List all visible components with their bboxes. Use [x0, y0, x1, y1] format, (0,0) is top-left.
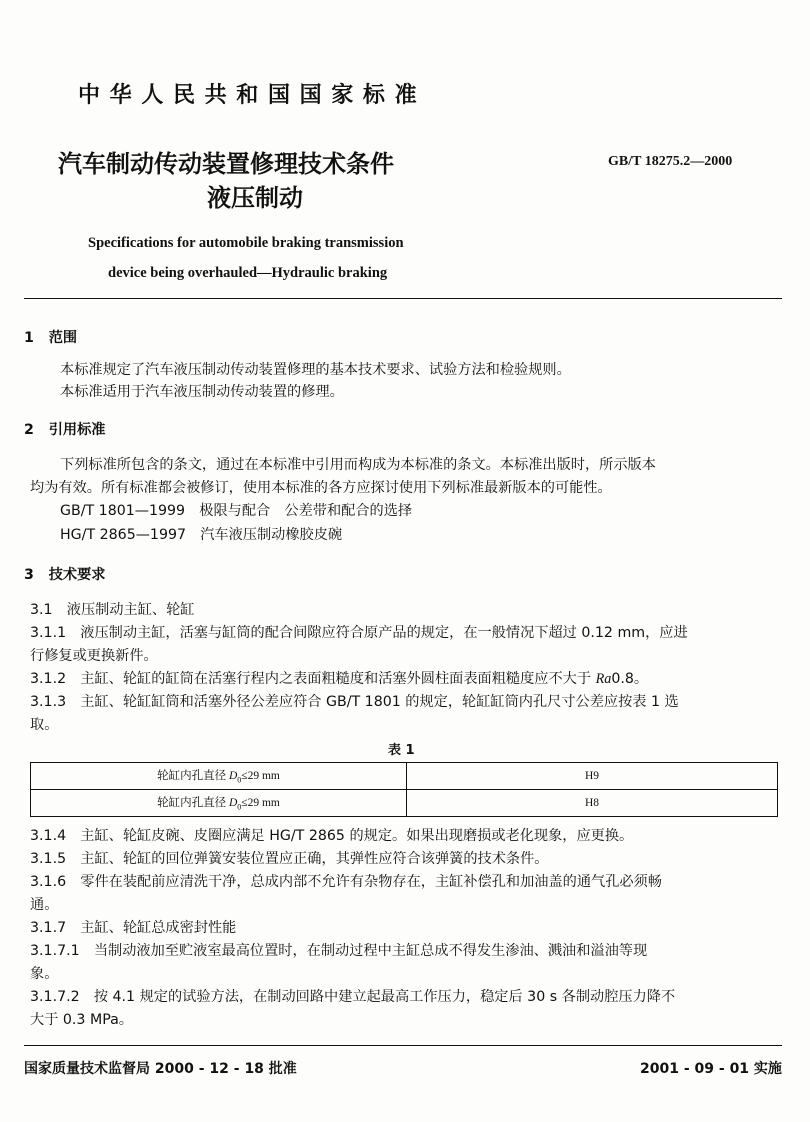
approval-date: 国家质量技术监督局 2000 - 12 - 18 批准 [24, 1061, 297, 1077]
section-3-title: 技术要求 [48, 567, 106, 583]
document-title-line1: 汽车制动传动装置修理技术条件 [58, 150, 394, 178]
row-label-limit: ≤29 mm [241, 770, 280, 783]
clause-3-1-7-1-line1: 3.1.7.1 当制动液加至贮液室最高位置时，在制动过程中主缸总成不得发生渗油、溅油和溢油等现 [30, 943, 648, 959]
clause-3-1-4: 3.1.4 主缸、轮缸皮碗、皮圈应满足 HG/T 2865 的规定。如果出现磨损或老化现象，应更换。 [30, 828, 634, 844]
table-cell-value: H8 [407, 790, 778, 817]
english-title-line1: Specifications for automobile braking transmission [88, 235, 404, 251]
roughness-symbol: Ra [595, 671, 612, 687]
clause-3-1-7-2-line1: 3.1.7.2 按 4.1 规定的试验方法，在制动回路中建立起最高工作压力，稳定后 30 s 各制动腔压力降不 [30, 989, 676, 1005]
table-row [31, 763, 778, 790]
diameter-symbol: D [228, 797, 238, 810]
row-label-text: 轮缸内孔直径 [157, 770, 229, 783]
roughness-value: 0.8。 [611, 671, 649, 687]
header-divider [24, 298, 782, 299]
section-1-title: 范围 [48, 330, 78, 346]
section-2-heading [24, 421, 105, 439]
clause-3-1-3-line1: 3.1.3 主缸、轮缸缸筒和活塞外径公差应符合 GB/T 1801 的规定，轮缸缸筒内孔尺寸公差应按表 1 选 [30, 694, 679, 710]
clause-3-1-1-line2: 行修复或更换新件。 [30, 648, 158, 664]
clause-3-1-3-line2: 取。 [30, 717, 59, 733]
clause-3-1-6-line2: 通。 [30, 897, 59, 913]
clause-3-1: 3.1 液压制动主缸、轮缸 [30, 602, 195, 618]
table-row [31, 790, 778, 817]
diameter-symbol: D [228, 770, 238, 783]
row-label-limit: ≤29 mm [241, 797, 280, 810]
diameter-subscript: 0 [237, 802, 242, 812]
clause-3-1-7: 3.1.7 主缸、轮缸总成密封性能 [30, 920, 237, 936]
section-3-heading [24, 566, 105, 584]
footer-divider [24, 1045, 782, 1046]
section-1-para-2: 本标准适用于汽车液压制动传动装置的修理。 [60, 384, 344, 400]
section-2-number: 2 [24, 422, 34, 438]
national-standard-header: 中 华 人 民 共 和 国 国 家 标 准 [78, 83, 418, 108]
clause-3-1-2 [30, 670, 648, 688]
section-1-para-1: 本标准规定了汽车液压制动传动装置修理的基本技术要求、试验方法和检验规则。 [60, 362, 571, 378]
section-3-number: 3 [24, 567, 34, 583]
reference-hg-t-2865: HG/T 2865—1997 汽车液压制动橡胶皮碗 [60, 527, 343, 543]
table-cell-label [31, 763, 407, 790]
section-1-number: 1 [24, 330, 34, 346]
clause-3-1-6-line1: 3.1.6 零件在装配前应清洗干净，总成内部不允许有杂物存在，主缸补偿孔和加油盖的通气孔必须畅 [30, 874, 662, 890]
table-1 [30, 762, 778, 817]
reference-gb-t-1801: GB/T 1801—1999 极限与配合 公差带和配合的选择 [60, 503, 413, 519]
table-cell-label [31, 790, 407, 817]
table-cell-value: H9 [407, 763, 778, 790]
document-title-line2: 液压制动 [207, 184, 303, 212]
row-label-text: 轮缸内孔直径 [157, 797, 229, 810]
diameter-subscript: 0 [237, 775, 242, 785]
section-2-para-line1: 下列标准所包含的条文，通过在本标准中引用而构成为本标准的条文。本标准出版时，所示版本 [60, 457, 656, 473]
section-2-para-line2: 均为有效。所有标准都会被修订，使用本标准的各方应探讨使用下列标准最新版本的可能性。 [30, 480, 612, 496]
table-1-caption: 表 1 [388, 743, 415, 758]
clause-3-1-7-1-line2: 象。 [30, 966, 59, 982]
clause-3-1-1-line1: 3.1.1 液压制动主缸，活塞与缸筒的配合间隙应符合原产品的规定，在一般情况下超过 0.12 mm，应进 [30, 625, 688, 641]
section-2-title: 引用标准 [48, 422, 106, 438]
standard-number: GB/T 18275.2—2000 [608, 154, 733, 169]
clause-3-1-5: 3.1.5 主缸、轮缸的回位弹簧安装位置应正确，其弹性应符合该弹簧的技术条件。 [30, 851, 549, 867]
clause-3-1-7-2-line2: 大于 0.3 MPa。 [30, 1012, 133, 1028]
clause-3-1-2-text: 3.1.2 主缸、轮缸的缸筒在活塞行程内之表面粗糙度和活塞外圆柱面表面粗糙度应不大于 [30, 671, 596, 687]
section-1-heading [24, 329, 77, 347]
implementation-date: 2001 - 09 - 01 实施 [640, 1061, 782, 1077]
english-title-line2: device being overhauled—Hydraulic braking [108, 265, 388, 281]
